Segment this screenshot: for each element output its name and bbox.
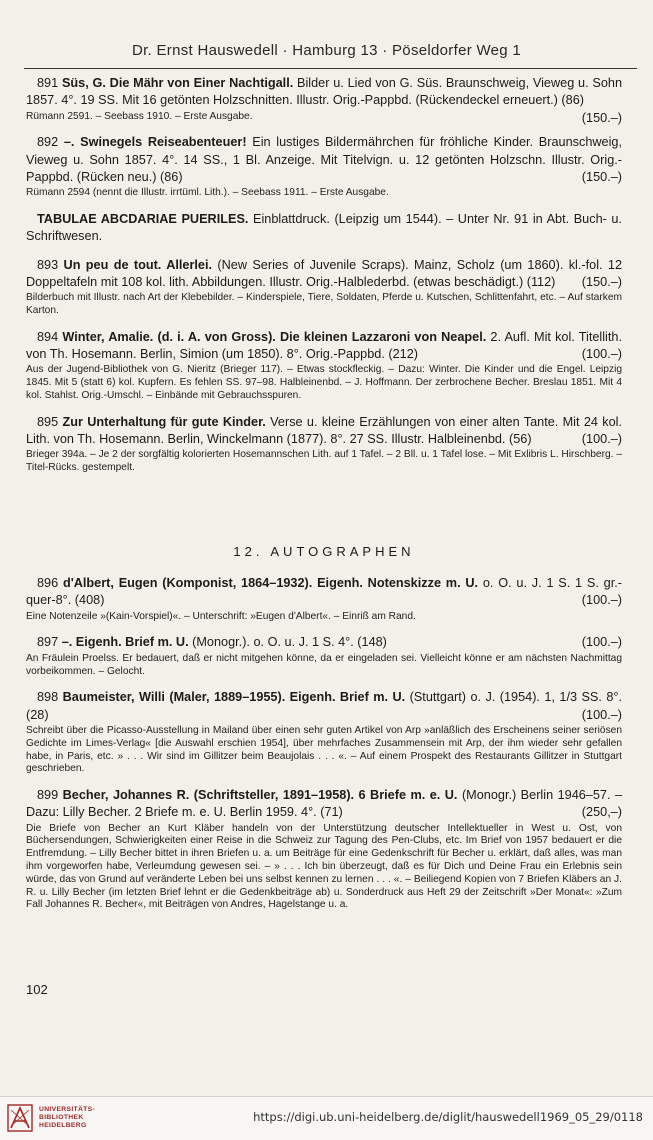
entries-top	[26, 75, 622, 475]
entry-note: Bilderbuch mit Illustr. nach Art der Klebebilder. – Kinderspiele, Tiere, Soldaten, Pferde u. Kutschen, Schlittenfahrt, etc. – Auf starkem Karton.	[26, 292, 622, 317]
library-logo-text	[39, 1106, 95, 1130]
entry-text	[26, 575, 622, 610]
library-seal-icon	[7, 1104, 33, 1132]
section-heading: 12. AUTOGRAPHEN	[233, 544, 415, 560]
entry-number: 898	[37, 690, 59, 705]
entry-text	[26, 257, 622, 292]
entry-text	[26, 787, 622, 822]
entry-price: (250,–)	[581, 805, 622, 820]
source-url-link[interactable]: https://digi.ub.uni-heidelberg.de/diglit/hauswedell1969_05_29/0118	[253, 1110, 643, 1124]
entry-text	[26, 329, 622, 364]
entry-text	[26, 689, 622, 724]
entry-description: Einblattdruck. (Leipzig um 1544). – Unter Nr. 91 in Abt. Buch- u. Schriftwesen.	[26, 212, 622, 244]
entry-note: Rümann 2594 (nennt die Illustr. irrtüml. Lith.). – Seebass 1911. – Erste Ausgabe.	[26, 187, 389, 199]
catalog-entry	[26, 414, 622, 475]
viewer-footer	[0, 1096, 653, 1140]
logo-line: HEIDELBERG	[39, 1122, 87, 1129]
entry-note: Die Briefe von Becher an Kurt Kläber handeln von der Unterstützung deutscher Intellektueller in West u. Ost, von Büchersendungen, Schwierigkeiten einer Reise in die Schweiz zur Tagung des Pen-Clubs, etc. Im Brief von 1957 bedauert er die Entfremdung. – Lilly Becher bittet in ihren Briefen u. a. um Beiträge für eine Gedenkschrift für Becher u. erklärt, daß alles, was man ihm vorgeworfen habe, Verleumdung gewesen sei. – » . . . Ich bin überzeugt, daß es für Dich und Deine Frau ein Erlebnis sein würde, das von Grund auf veränderte Leben bei uns selbst kennen zu lernen . . . «. – Beiliegend Kopien von 7 Briefen Kläbers an J. R. u. Lilly Becher (im letzten Brief lehnt er die Gedenkbeiträge ab) u. Sonderdruck aus Heft 29 der Zeitschrift »Der Monat«: »Zum Fall Johannes R. Becher«, mit Beiträgen von Andres, Hagelstange u. a.	[26, 822, 622, 911]
entry-title: d'Albert, Eugen (Komponist, 1864–1932). Eigenh. Notenskizze m. U.	[62, 576, 479, 591]
entry-note: Eine Notenzeile »(Kain-Vorspiel)«. – Unterschrift: »Eugen d'Albert«. – Einriß am Rand.	[26, 610, 416, 622]
entry-price: (100.–)	[581, 432, 622, 447]
entry-title: –. Swinegels Reiseabenteuer!	[63, 135, 247, 150]
entry-price: (100.–)	[581, 347, 622, 362]
entries-bottom	[26, 575, 622, 912]
entry-title: TABULAE ABCDARIAE PUERILES.	[37, 212, 249, 227]
entry-price: (150.–)	[581, 169, 622, 184]
running-head: Dr. Ernst Hauswedell · Hamburg 13 · Pöseldorfer Weg 1	[131, 42, 522, 59]
entry-description: o. O. u. J. 1 S. 1 S. gr.-quer-8°. (408)	[26, 576, 622, 608]
entry-note: Brieger 394a. – Je 2 der sorgfältig kolorierten Hosemannschen Lith. auf 1 Tafel. – 2 Bll. u. 1 Tafel lose. – Mit Exlibris L. Hirschberg. – Titel-Rücks. gestempelt.	[26, 449, 622, 474]
catalog-entry	[26, 329, 622, 403]
catalog-entry	[26, 689, 622, 776]
entry-note: Schreibt über die Picasso-Ausstellung in Mailand über einen sehr guten Artikel von Arp »anläßlich des Erscheinens seiner seriösen Gedichte im Limes-Verlag« [die Auswahl erschien 1954], über mehrfaches Zusammensein mit Arp, der ihm wieder sehr gefallen habe, in Paris, etc. » . . . Wir sind im Gillitzer beim Beaujolais . . . «. – Auf einem Prospekt des Restaurants Gillitzer in Stuttgart geschrieben.	[26, 724, 622, 775]
entry-note: Rümann 2591. – Seebass 1910. – Erste Ausgabe.	[26, 110, 253, 122]
entry-number: 894	[37, 329, 59, 344]
entry-text	[26, 634, 622, 651]
catalog-entry	[26, 787, 622, 912]
page-number: 102	[26, 982, 48, 997]
entry-description: 2. Aufl. Mit kol. Titellith. von Th. Hosemann. Berlin, Simion (um 1850). 8°. Orig.-Pappbd. (212)	[26, 329, 622, 362]
entry-description: (Monogr.). o. O. u. J. 1 S. 4°. (148)	[192, 635, 387, 650]
entry-description: (Monogr.) Berlin 1946–57. – Dazu: Lilly Becher. 2 Briefe m. e. U. Berlin 1959. 4°. (71)	[26, 788, 623, 820]
catalog-entry	[26, 257, 622, 318]
entry-title: Becher, Johannes R. (Schriftsteller, 1891–1958). 6 Briefe m. e. U.	[62, 788, 458, 803]
entry-number: 892	[37, 135, 59, 150]
catalog-entry	[26, 575, 622, 623]
page-content	[26, 75, 622, 923]
entry-number: 897	[37, 635, 59, 650]
entry-price: (100.–)	[581, 635, 622, 650]
library-logo[interactable]	[7, 1104, 95, 1132]
entry-description: Ein lustiges Bildermährchen für fröhliche Kinder. Braunschweig, Vieweg u. Sohn 1857. 4°. 14 SS., 1 Bl. Anzeige. Mit Titelvign. u. 12 getönten Holzschn. Illustr. Orig.-Pappbd. (Rücken neu.) (86)	[26, 135, 623, 184]
entry-description: (New Series of Juvenile Scraps). Mainz, Scholz (um 1860). kl.-fol. 12 Doppeltafeln mit 108 kol. lith. Abbildungen. Illustr. Orig.-Halblederbd. (etwas beschädigt.) (112)	[26, 257, 623, 289]
entry-note: Aus der Jugend-Bibliothek von G. Nieritz (Brieger 117). – Etwas stockfleckig. – Dazu: Winter. Die Kinder und die Engel. Leipzig 1845. Mit 5 (statt 6) kol. Kupfern. Es fehlen SS. 97–98. Halbleinenbd. – J. Hoffmann. Der zerbrochene Becher. Breslau 1851. Mit 4 kol. Stahlst. Orig.-Umschl. – Einbände mit Gebrauchsspuren.	[26, 364, 622, 402]
entry-price: (100.–)	[581, 707, 622, 722]
entry-description: Verse u. kleine Erzählungen von einer alten Tante. Mit 24 kol. Lith. von Th. Hosemann. Berlin, Winckelmann (1877). 8°. 27 SS. Illustr. Halbleinenbd. (56)	[26, 414, 623, 447]
catalog-entry	[26, 634, 622, 678]
entry-title: Süs, G. Die Mähr von Einer Nachtigall.	[61, 76, 294, 90]
entry-text	[26, 211, 622, 246]
catalog-entry	[26, 211, 622, 246]
entry-number: 899	[37, 788, 59, 803]
entry-note: An Fräulein Proelss. Er bedauert, daß er nicht mitgehen könne, da er eingeladen sei. Vielleicht könne er am nächsten Nachmittag vorbeikommen. – Gelocht.	[26, 652, 622, 677]
entry-price: (100.–)	[581, 593, 622, 608]
entry-title: –. Eigenh. Brief m. U.	[61, 635, 189, 650]
logo-line: UNIVERSITÄTS-	[39, 1106, 96, 1113]
entry-number: 891	[37, 76, 59, 90]
entry-description: Bilder u. Lied von G. Süs. Braunschweig, Vieweg u. Sohn 1857. 4°. 19 SS. Mit 16 getönten Holzschnitten. Illustr. Orig.-Pappbd. (Rückendeckel erneuert.) (86)	[26, 76, 622, 108]
entry-price: (150.–)	[581, 274, 622, 289]
entry-text	[26, 414, 622, 449]
catalog-entry	[26, 75, 622, 123]
logo-line: BIBLIOTHEK	[39, 1114, 84, 1121]
entry-text	[26, 134, 622, 186]
entry-title: Baumeister, Willi (Maler, 1889–1955). Eigenh. Brief m. U.	[62, 690, 406, 705]
entry-number: 895	[37, 414, 59, 429]
entry-price: (150.–)	[581, 110, 622, 125]
entry-number: 893	[37, 257, 59, 272]
entry-number: 896	[37, 576, 59, 591]
header-rule	[24, 68, 637, 69]
entry-title: Un peu de tout. Allerlei.	[63, 257, 213, 272]
catalog-entry	[26, 134, 622, 200]
entry-title: Zur Unterhaltung für gute Kinder.	[62, 414, 266, 429]
entry-title: Winter, Amalie. (d. i. A. von Gross). Die kleinen Lazzaroni von Neapel.	[62, 329, 487, 344]
entry-description: (Stuttgart) o. J. (1954). 1, 1/3 SS. 8°. (28)	[26, 690, 622, 722]
